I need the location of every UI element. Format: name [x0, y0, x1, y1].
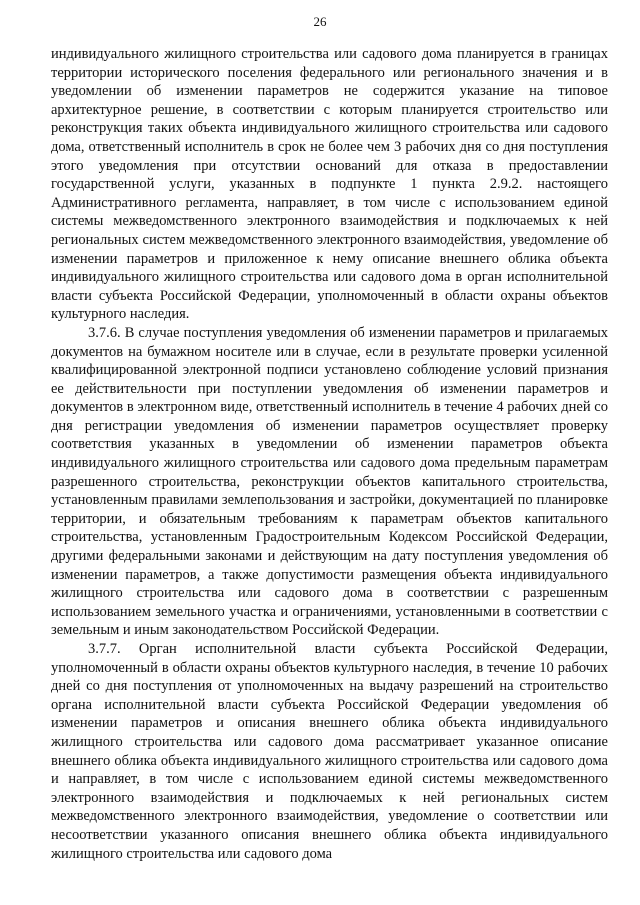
page-number: 26 — [313, 14, 327, 29]
paragraph-3-7-7: 3.7.7. Орган исполнительной власти субъекта Российской Федерации, уполномоченный в области охраны объектов культурного наследия, в течение 10 рабочих дней со дня поступления от уполномоченных на выдачу разрешений на строительство органа исполнительной власти субъекта Российской Федерации уведомления об изменении параметров и описания внешнего облика объекта индивидуального жилищного строительства или садового дома рассматривает указанное описание внешнего облика объекта индивидуального жилищного строительства или садового дома и направляет, в том числе с использованием единой системы межведомственного электронного взаимодействия и подключаемых к ней региональных систем межведомственного электронного взаимодействия, уведомление о соответствии или несоответствии указанного описания внешнего облика объекта индивидуального жилищного строительства или садового дома — [51, 641, 608, 862]
document-body — [51, 45, 608, 863]
paragraph-3-7-6: 3.7.6. В случае поступления уведомления об изменении параметров и прилагаемых документов на бумажном носителе или в случае, если в результате проверки усиленной квалифицированной электронной подписи установлено соблюдение условий признания ее действительности при поступлении уведомления об изменении параметров и документов в электронном виде, ответственный исполнитель в течение 4 рабочих дней со дня регистрации уведомления об изменении параметров осуществляет проверку соответствия указанных в уведомлении об изменении параметров объекта индивидуального жилищного строительства или садового дома предельным параметрам разрешенного строительства, реконструкции объектов капитального строительства, установленным правилами землепользования и застройки, документацией по планировке территории, и обязательным требованиям к параметрам объектов капитального строительства, установленным Градостроительным Кодексом Российской Федерации, другими федеральными законами и действующим на дату поступления уведомления об изменении параметров, а также допустимости размещения объекта индивидуального жилищного строительства или садового дома в соответствии с разрешенным использованием земельного участка и ограничениями, установленными в соответствии с земельным и иным законодательством Российской Федерации. — [51, 324, 608, 639]
paragraph-continuation: индивидуального жилищного строительства или садового дома планируется в границах территории исторического поселения федерального или регионального значения и в уведомлении об изменении параметров не содержится указание на типовое архитектурное решение, в соответствии с которым планируется строительство или реконструкция таких объекта индивидуального жилищного строительства или садового дома, ответственный исполнитель в срок не более чем 3 рабочих дня со дня поступления этого уведомления при отсутствии оснований для отказа в предоставлении государственной услуги, указанных в подпункте 1 пункта 2.9.2. настоящего Административного регламента, направляет, в том числе с использованием единой системы межведомственного электронного взаимодействия и подключаемых к ней региональных систем межведомственного электронного взаимодействия, уведомление об изменении параметров и приложенное к нему описание внешнего облика объекта индивидуального жилищного строительства или садового дома в орган исполнительной власти субъекта Российской Федерации, уполномоченный в области охраны объектов культурного наследия. — [51, 46, 608, 323]
